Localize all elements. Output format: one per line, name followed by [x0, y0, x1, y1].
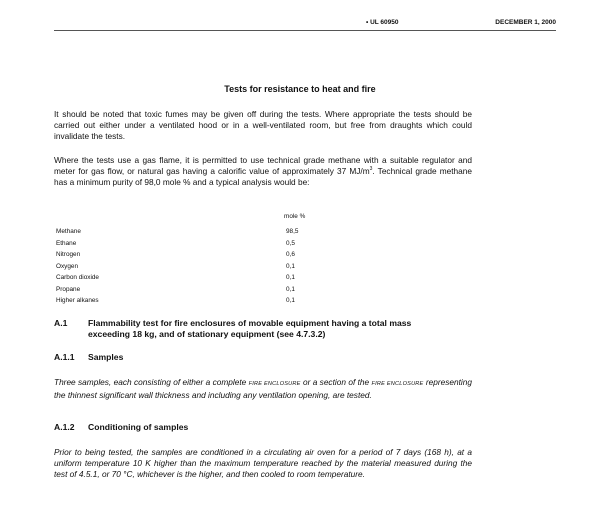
gas-value: 0,5 [286, 240, 295, 247]
samples-paragraph [54, 377, 472, 401]
page-header [54, 17, 556, 31]
header-date: DECEMBER 1, 2000 [495, 19, 556, 26]
term-fire-enclosure: FIRE ENCLOSURE [248, 381, 301, 387]
section-number: A.1.2 [54, 422, 75, 432]
gas-name: Nitrogen [56, 251, 81, 258]
section-title-line1: Flammability test for fire enclosures of movable equipment having a total mass [88, 318, 412, 328]
section-heading-a12 [54, 422, 474, 433]
superscript: 3 [369, 166, 373, 173]
section-number: A.1.1 [54, 352, 75, 362]
gas-value: 98,5 [286, 228, 299, 235]
page-title: Tests for resistance to heat and fire [224, 84, 376, 94]
header-divider [54, 30, 556, 31]
gas-paragraph [54, 155, 472, 188]
section-title: Samples [88, 352, 124, 362]
gas-name: Methane [56, 228, 81, 235]
intro-paragraph: It should be noted that toxic fumes may be given off during the tests. Where appropriate the tests should be carried out either under a ventilated hood or in a well-ventilated room, but free from draughts which could invalidate the tests. [54, 109, 472, 141]
gas-name: Propane [56, 286, 81, 293]
gas-value: 0,1 [286, 274, 295, 281]
gas-value: 0,1 [286, 263, 295, 270]
samples-text: representing the thinnest significant wall thickness and including any ventilation opening, are tested. [54, 377, 472, 400]
section-heading-a1 [54, 318, 474, 340]
samples-text: Three samples, each consisting of either a complete [54, 377, 249, 387]
gas-value: 0,1 [286, 286, 295, 293]
samples-text: or a section of the [300, 377, 372, 387]
gas-name: Ethane [56, 240, 77, 247]
standard-number: • UL 60950 [366, 19, 399, 26]
gas-paragraph-tail: . Technical grade methane has a minimum purity of 98,0 mole % and a typical analysis would be: [54, 166, 472, 187]
conditioning-paragraph: Prior to being tested, the samples are conditioned in a circulating air oven for a period of 7 days (168 h), at a uniform temperature 10 K higher than the maximum temperature reached by the material measured during the test of 4.5.1, or 70 °C, whichever is the higher, and then cooled to room temperature. [54, 447, 472, 479]
section-title-line2: exceeding 18 kg, and of stationary equipment (see 4.7.3.2) [88, 329, 326, 339]
gas-paragraph-text: Where the tests use a gas flame, it is permitted to use technical grade methane with a suitable regulator and meter for gas flow, or natural gas having a calorific value of approximately 37 MJ/m [54, 155, 472, 176]
section-heading-a11 [54, 352, 474, 363]
gas-name: Carbon dioxide [56, 274, 99, 281]
gas-name: Oxygen [56, 263, 79, 270]
term-fire-enclosure: FIRE ENCLOSURE [371, 381, 424, 387]
gas-value: 0,1 [286, 297, 295, 304]
unit-header: mole % [284, 213, 306, 220]
gas-value: 0,6 [286, 251, 295, 258]
section-title: Conditioning of samples [88, 422, 189, 432]
section-number: A.1 [54, 318, 68, 328]
gas-name: Higher alkanes [56, 297, 99, 304]
